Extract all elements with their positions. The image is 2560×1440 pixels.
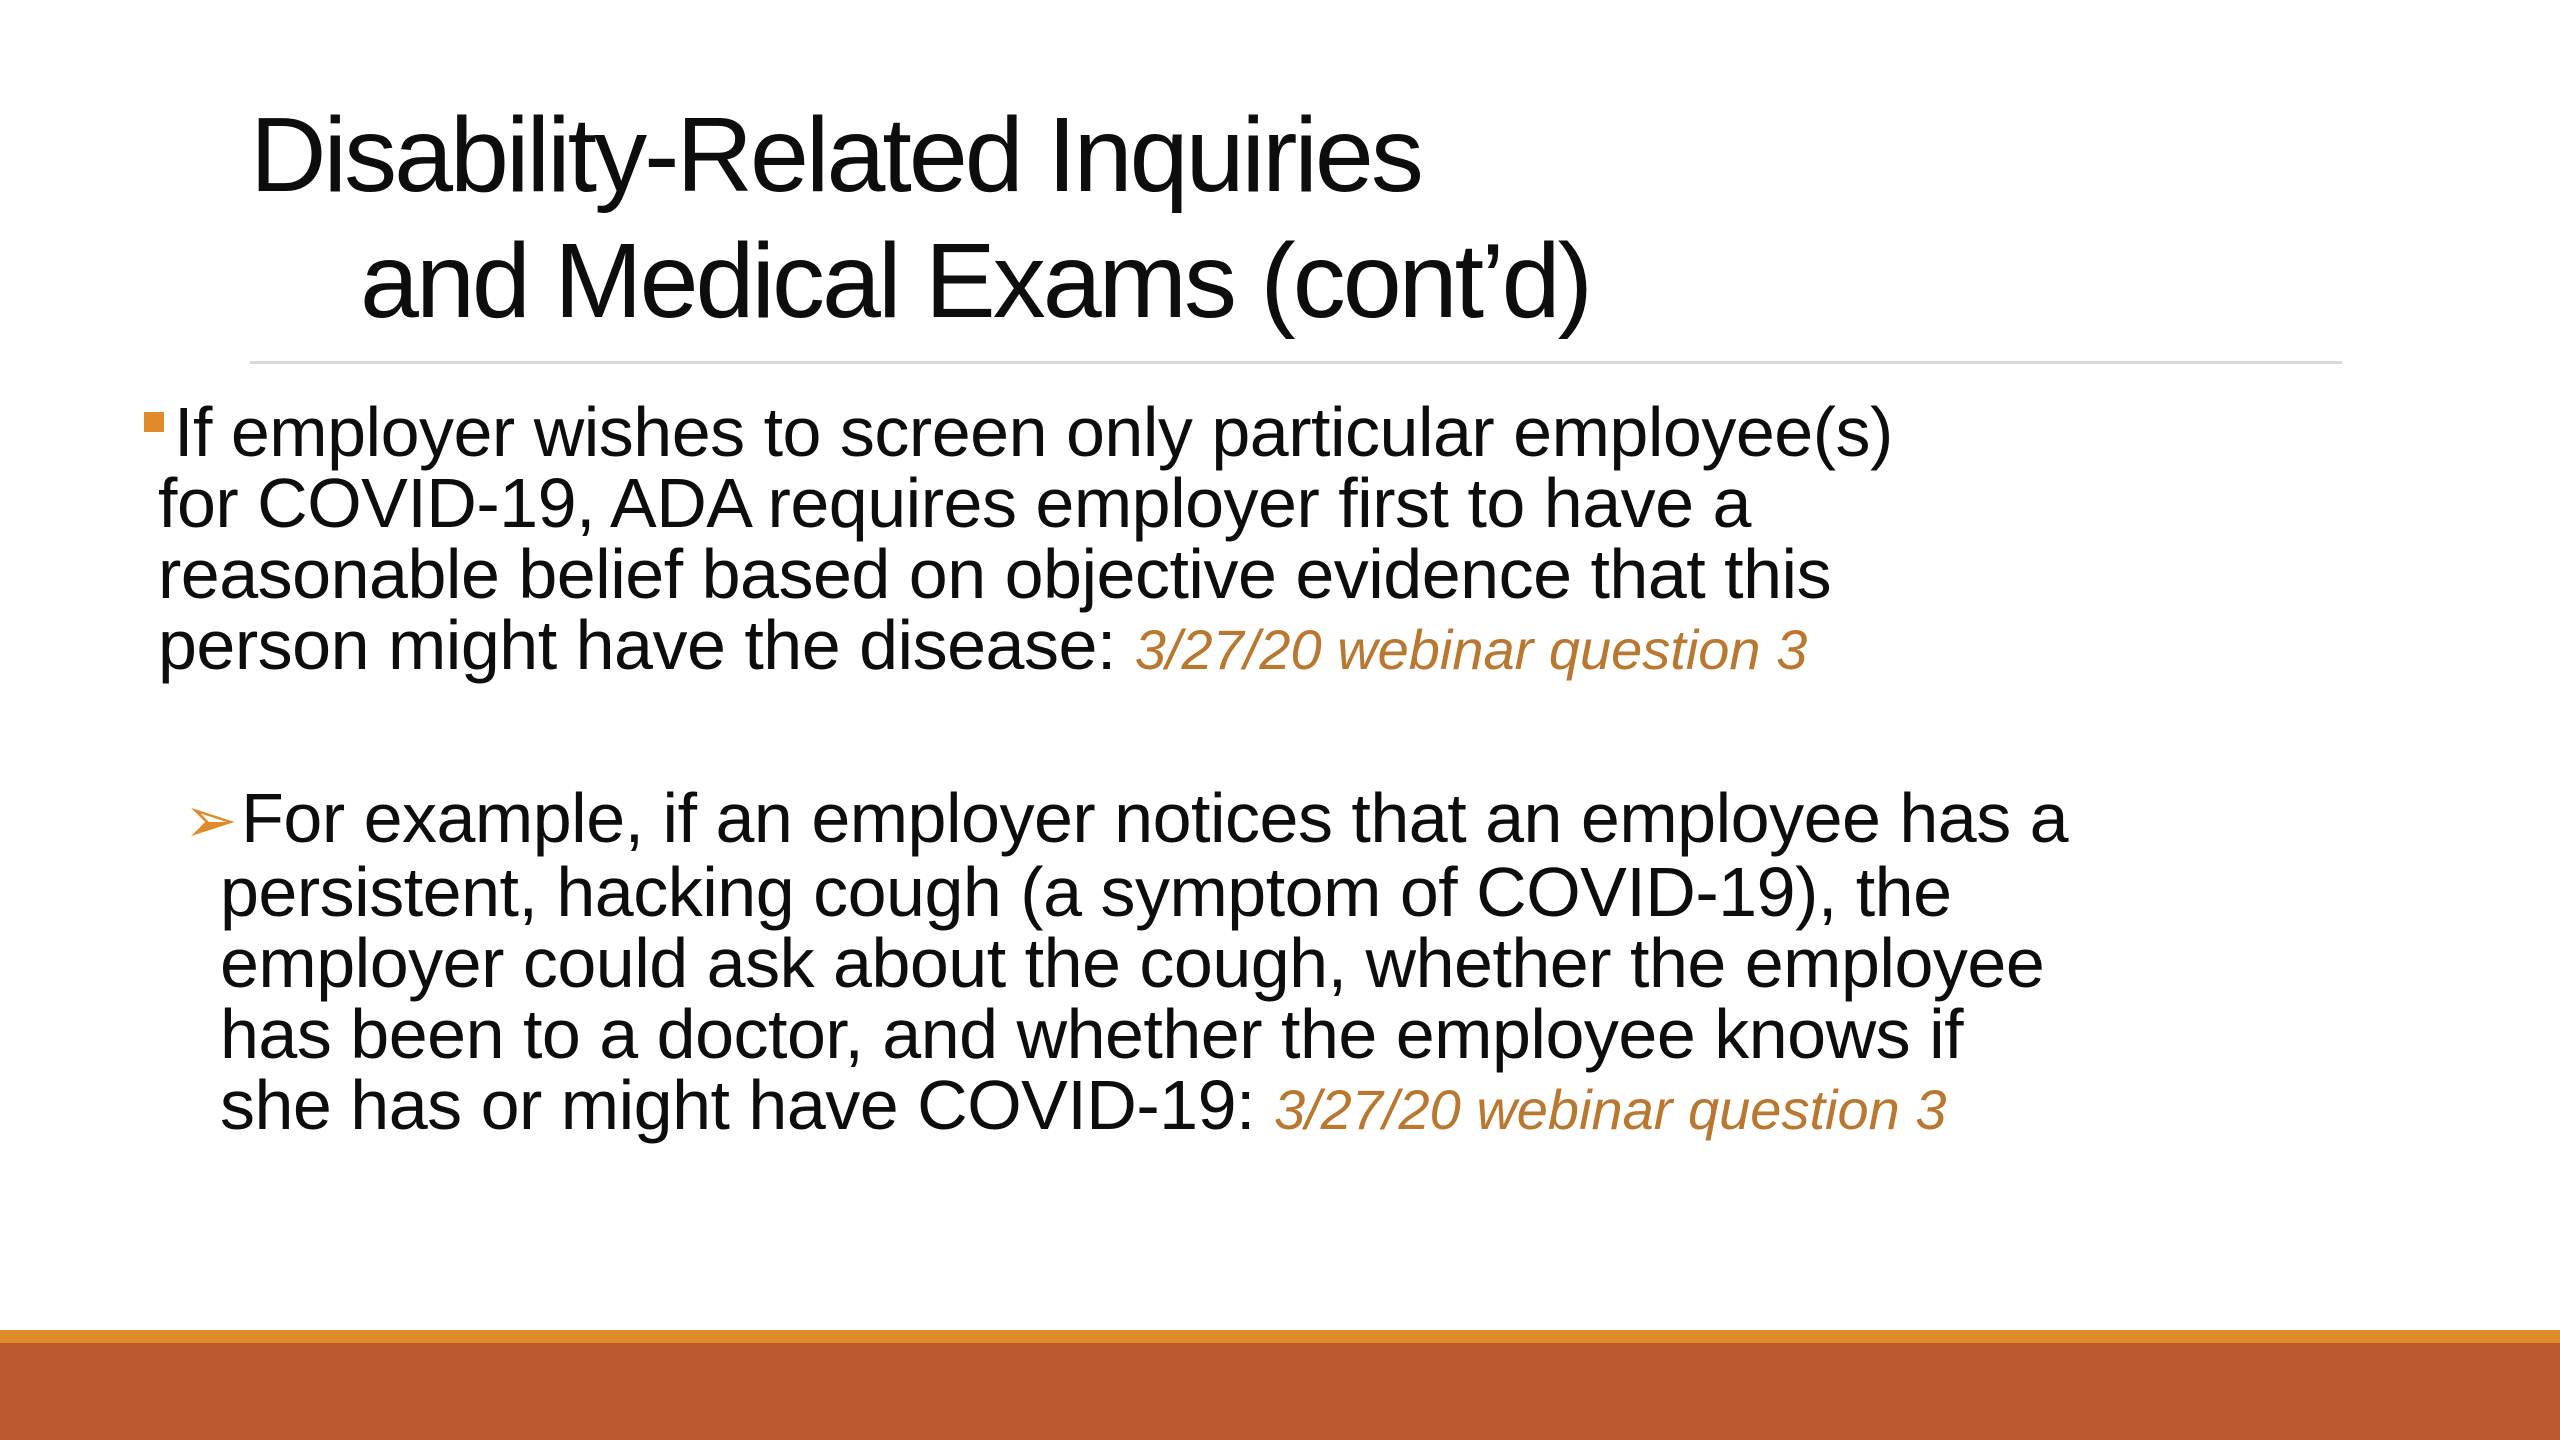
bullet-2-citation: 3/27/20 webinar question 3: [1273, 1078, 1947, 1141]
bullet-2-text-1: For example, if an employer notices that an employee has a: [241, 779, 2069, 857]
bullet-1-citation: 3/27/20 webinar question 3: [1134, 618, 1808, 681]
bullet-2-line-3: employer could ask about the cough, whether the employee: [220, 924, 2045, 1002]
footer-accent-stripe: [0, 1330, 2560, 1343]
title-line-2: and Medical Exams (cont’d): [360, 222, 1590, 340]
footer-band: [0, 1343, 2560, 1440]
bullet-2-line-4: has been to a doctor, and whether the employee knows if: [220, 995, 1964, 1073]
slide-title: [250, 92, 2250, 344]
bullet-2-line-2: persistent, hacking cough (a symptom of COVID-19), the: [220, 853, 1952, 931]
bullet-2-line-5: [220, 1066, 2470, 1145]
title-line-1: Disability-Related Inquiries: [250, 96, 1421, 214]
bullet-1-text-1: If employer wishes to screen only particular employee(s): [174, 393, 1893, 471]
bullet-item-2: [184, 779, 2470, 1145]
bullet-item-1: [158, 393, 2408, 685]
bullet-1-line-4: [158, 606, 2408, 685]
arrow-bullet-icon: ➢: [184, 784, 238, 858]
bullet-1-line-1: [158, 393, 2408, 471]
square-bullet-icon: [144, 412, 164, 432]
bullet-2-text-5: she has or might have COVID-19:: [220, 1066, 1274, 1144]
title-divider: [250, 361, 2342, 364]
bullet-1-line-3: reasonable belief based on objective evidence that this: [158, 535, 1832, 613]
bullet-1-text-4: person might have the disease:: [158, 606, 1116, 684]
bullet-2-line-1: [184, 779, 2470, 858]
bullet-1-line-2: for COVID-19, ADA requires employer first to have a: [158, 464, 1751, 542]
